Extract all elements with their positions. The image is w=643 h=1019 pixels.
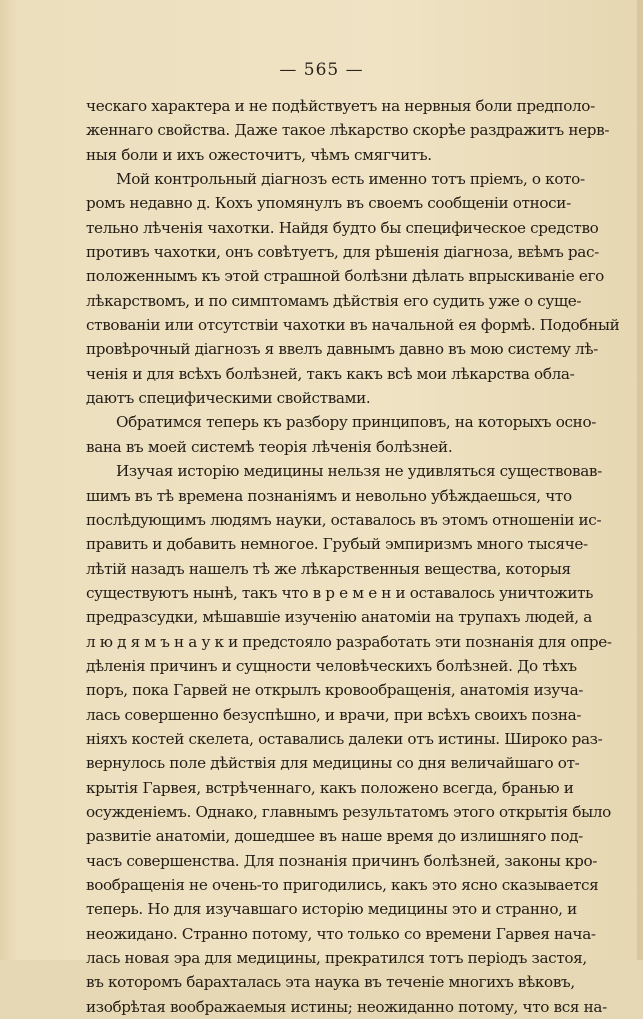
page-number: — 565 — — [279, 60, 364, 80]
text-line: вана въ моей системѣ теорія лѣченія болѣзней. — [86, 437, 453, 456]
text-line: править и добавить немногое. Грубый эмпиризмъ много тысяче- — [86, 535, 588, 554]
text-line: ніяхъ костей скелета, оставались далеки отъ истины. Широко раз- — [86, 729, 603, 748]
text-line: вообращенія не очень-то пригодились, какъ это ясно сказывается — [86, 876, 599, 894]
text-line: неожидано. Странно потому, что только со времени Гарвея нача- — [86, 924, 596, 943]
text-line: предразсудки, мѣшавшіе изученію анатоміи на трупахъ людей, а — [86, 608, 592, 627]
text-line: въ которомъ барахталась эта наука въ теченіе многихъ вѣковъ, — [86, 973, 575, 992]
text-line: Изучая исторію медицины нельзя не удивляться существовав- — [116, 462, 602, 481]
text-line: изобрѣтая воображаемыя истины; неожиданно потому, что вся на- — [86, 997, 607, 1016]
text-line: лѣтій назадъ нашелъ тѣ же лѣкарственныя вещества, которыя — [86, 559, 571, 578]
page-edge — [637, 0, 643, 960]
text-line: Мой контрольный діагнозъ есть именно тотъ пріемъ, о кото- — [116, 170, 585, 189]
text-line: лась новая эра для медицины, прекратился тотъ періодъ застоя, — [86, 949, 587, 968]
text-line: ромъ недавно д. Кохъ упомянулъ въ своемъ сообщеніи относи- — [86, 194, 571, 213]
text-line: вернулось поле дѣйствія для медицины со дня величайшаго от- — [86, 754, 580, 773]
text-line: л ю д я м ъ н а у к и предстояло разработать эти познанія для опре- — [86, 632, 612, 651]
text-line: развитіе анатоміи, дошедшее въ наше время до излишняго под- — [86, 827, 583, 846]
text-line: поръ, пока Гарвей не открылъ кровообращенія, анатомія изуча- — [86, 681, 584, 700]
text-line: даютъ специфическими свойствами. — [86, 389, 371, 408]
text-line: положеннымъ къ этой страшной болѣзни дѣлать впрыскиваніе его — [86, 267, 604, 286]
text-line: осужденіемъ. Однако, главнымъ результатомъ этого открытія было — [86, 802, 611, 821]
text-line: существуютъ нынѣ, такъ что в р е м е н и оставалось уничтожить — [86, 583, 594, 602]
text-line: теперь. Но для изучавшаго исторію медицины это и странно, и — [86, 900, 577, 919]
text-line: ческаго характера и не подѣйствуетъ на нервныя боли предполо- — [86, 97, 595, 115]
text-line: ныя боли и ихъ ожесточитъ, чѣмъ смягчитъ. — [86, 145, 432, 164]
text-line: женнаго свойства. Даже такое лѣкарство скорѣе раздражитъ нерв- — [86, 121, 610, 140]
text-line: тельно лѣченія чахотки. Найдя будто бы специфическое средство — [86, 218, 599, 237]
text-line: Обратимся теперь къ разбору принциповъ, на которыхъ осно- — [116, 413, 597, 432]
text-line: ствованіи или отсутствіи чахотки въ начальной ея формѣ. Подобный — [86, 316, 620, 335]
body-text — [86, 94, 620, 1019]
text-line: крытія Гарвея, встрѣченнаго, какъ положено всегда, бранью и — [86, 778, 574, 797]
text-line: шимъ въ тѣ времена познаніямъ и невольно убѣждаешься, что — [86, 486, 572, 505]
text-line: лѣкарствомъ, и по симптомамъ дѣйствія его судить уже о суще- — [86, 291, 582, 310]
text-line: часъ совершенства. Для познанія причинъ болѣзней, законы кро- — [86, 851, 598, 870]
text-line: послѣдующимъ людямъ науки, оставалось въ этомъ отношеніи ис- — [86, 510, 602, 529]
text-line: лась совершенно безуспѣшно, и врачи, при всѣхъ своихъ позна- — [86, 705, 582, 724]
text-line: провѣрочный діагнозъ я ввелъ давнымъ давно въ мою систему лѣ- — [86, 340, 598, 359]
text-line: дѣленія причинъ и сущности человѣческихъ болѣзней. До тѣхъ — [86, 656, 577, 675]
text-line: ченія и для всѣхъ болѣзней, такъ какъ всѣ мои лѣкарства обла- — [86, 364, 575, 383]
text-line: противъ чахотки, онъ совѣтуетъ, для рѣшенія діагноза, вᴇѣмъ рас- — [86, 243, 599, 262]
